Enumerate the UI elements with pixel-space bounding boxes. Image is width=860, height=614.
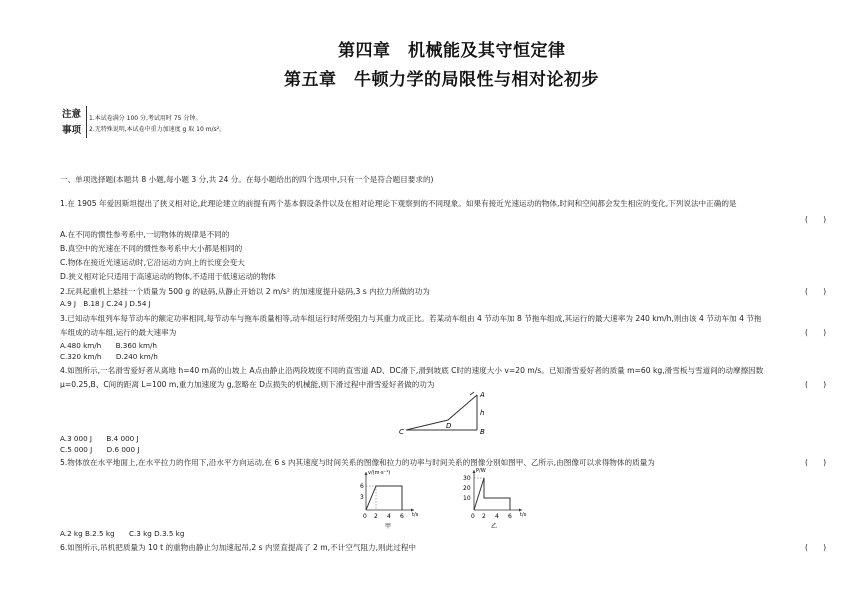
question-2-stem: 2.玩具起重机上悬挂一个质量为 500 g 的砝码,从静止开始以 2 m/s² 的加速度提升砝码,3 s 内拉力所做的功为	[60, 287, 430, 296]
question-5-stem: 5.物体放在水平地面上,在水平拉力的作用下,沿水平方向运动,在 6 s 内其速度与时间关系的图像和拉力的功率与时间关系的图像分别如图甲、乙所示,由图像可以求得物体的质量为	[60, 458, 655, 467]
tick-label: 4	[387, 513, 391, 520]
tick-label: 0	[363, 513, 367, 520]
tick-label: 10	[463, 495, 471, 502]
axis-label-v: v/(m·s⁻¹)	[368, 470, 391, 476]
velocity-time-graph	[352, 468, 422, 530]
tick-label: 2	[482, 513, 486, 520]
answer-paren: ( )	[805, 215, 827, 224]
graph-caption: 乙	[491, 523, 498, 530]
tick-label: 6	[508, 513, 512, 520]
question-4-options: C.5 000 J D.6 000 J	[60, 445, 140, 454]
tick-label: 3	[360, 494, 364, 501]
question-1-option-c: C.物体在接近光速运动时,它沿运动方向上的长度会变大	[60, 258, 245, 267]
question-4-stem: 4.如图所示,一名滑雪爱好者从离地 h=40 m高的山坡上 A点由静止沿两段坡度不同的直雪道 AD、DC滑下,滑到坡底 C时的速度大小 v=20 m/s。已知滑雪爱好者的质量 m=60 kg,滑雪板与雪道间的动摩擦因数	[60, 366, 764, 375]
answer-paren: ( )	[805, 543, 827, 552]
question-1-option-b: B.真空中的光速在不同的惯性参考系中大小都是相同的	[60, 244, 243, 253]
label-b: B	[480, 428, 485, 436]
label-d: D	[446, 422, 452, 430]
question-1-option-d: D.狭义相对论只适用于高速运动的物体,不适用于低速运动的物体	[60, 272, 276, 281]
question-1-option-a: A.在不同的惯性参考系中,一切物体的规律是不同的	[60, 230, 230, 239]
question-6-stem: 6.如图所示,吊机把质量为 10 t 的重物由静止匀加速起吊,2 s 内竖直提高了 2 m,不计空气阻力,则此过程中	[60, 543, 417, 552]
axis-label-t: t/s	[520, 512, 527, 518]
section-heading: 一、单项选择题(本题共 8 小题,每小题 3 分,共 24 分。在每小题给出的四个选项中,只有一个是符合题目要求的)	[60, 175, 434, 184]
answer-paren: ( )	[805, 328, 827, 337]
tick-label: 6	[360, 483, 364, 490]
tick-label: 20	[463, 485, 471, 492]
answer-paren: ( )	[805, 287, 827, 296]
question-1-stem: 1.在 1905 年爱因斯坦提出了狭义相对论,此理论建立的前提有两个基本假设条件以及在相对论理论下观察到的不同现象。如果有接近光速运动的物体,时间和空间都会发生相应的变化,下列说法中正确的是	[60, 199, 737, 208]
axis-label-t: t/s	[412, 512, 419, 518]
axis-label-p: P/W	[476, 468, 486, 474]
tick-label: 30	[463, 475, 471, 482]
tick-label: 2	[374, 513, 378, 520]
question-3-stem: 3.已知动车组列车每节动车的额定功率相同,每节动车与拖车质量相等,动车组运行时所受阻力与其重力成正比。若某动车组由 4 节动车加 8 节拖车组成,其运行的最大速率为 240 km/h,则由该 4 节动车加 4 节拖	[60, 314, 762, 323]
question-3-options: C.320 km/h D.240 km/h	[60, 352, 158, 361]
answer-paren: ( )	[805, 380, 827, 389]
graph-caption: 甲	[385, 523, 392, 530]
answer-paren: ( )	[805, 458, 827, 467]
notice-item: 1.本试卷满分 100 分,考试用时 75 分钟。	[89, 115, 202, 122]
power-time-graph	[458, 466, 530, 530]
notice-label: 注意	[62, 109, 82, 120]
label-a: A	[480, 391, 485, 399]
question-3-options: A.480 km/h B.360 km/h	[60, 341, 157, 350]
slope-diagram	[398, 390, 490, 436]
tick-label: 6	[400, 513, 404, 520]
label-h: h	[480, 409, 485, 417]
label-c: C	[399, 428, 404, 436]
question-2-options: A.9 J B.18 J C.24 J D.54 J	[60, 299, 151, 308]
notice-item: 2.无特殊说明,本试卷中重力加速度 g 取 10 m/s²。	[89, 126, 226, 133]
chapter-title-2: 第五章 牛顿力学的局限性与相对论初步	[284, 70, 599, 90]
tick-label: 0	[471, 513, 475, 520]
notice-divider	[86, 106, 87, 138]
chapter-title-1: 第四章 机械能及其守恒定律	[338, 41, 566, 61]
question-4-options: A.3 000 J B.4 000 J	[60, 434, 139, 443]
tick-label: 4	[495, 513, 499, 520]
question-3-stem: 车组成的动车组,运行的最大速率为	[60, 328, 177, 337]
notice-label: 事项	[62, 125, 82, 136]
question-4-stem: μ=0.25,B、C间的距离 L=100 m,重力加速度为 g,忽略在 D点损失的机械能,则下滑过程中滑雪爱好者做的功为	[60, 380, 435, 389]
question-5-options: A.2 kg B.2.5 kg C.3 kg D.3.5 kg	[60, 529, 185, 538]
